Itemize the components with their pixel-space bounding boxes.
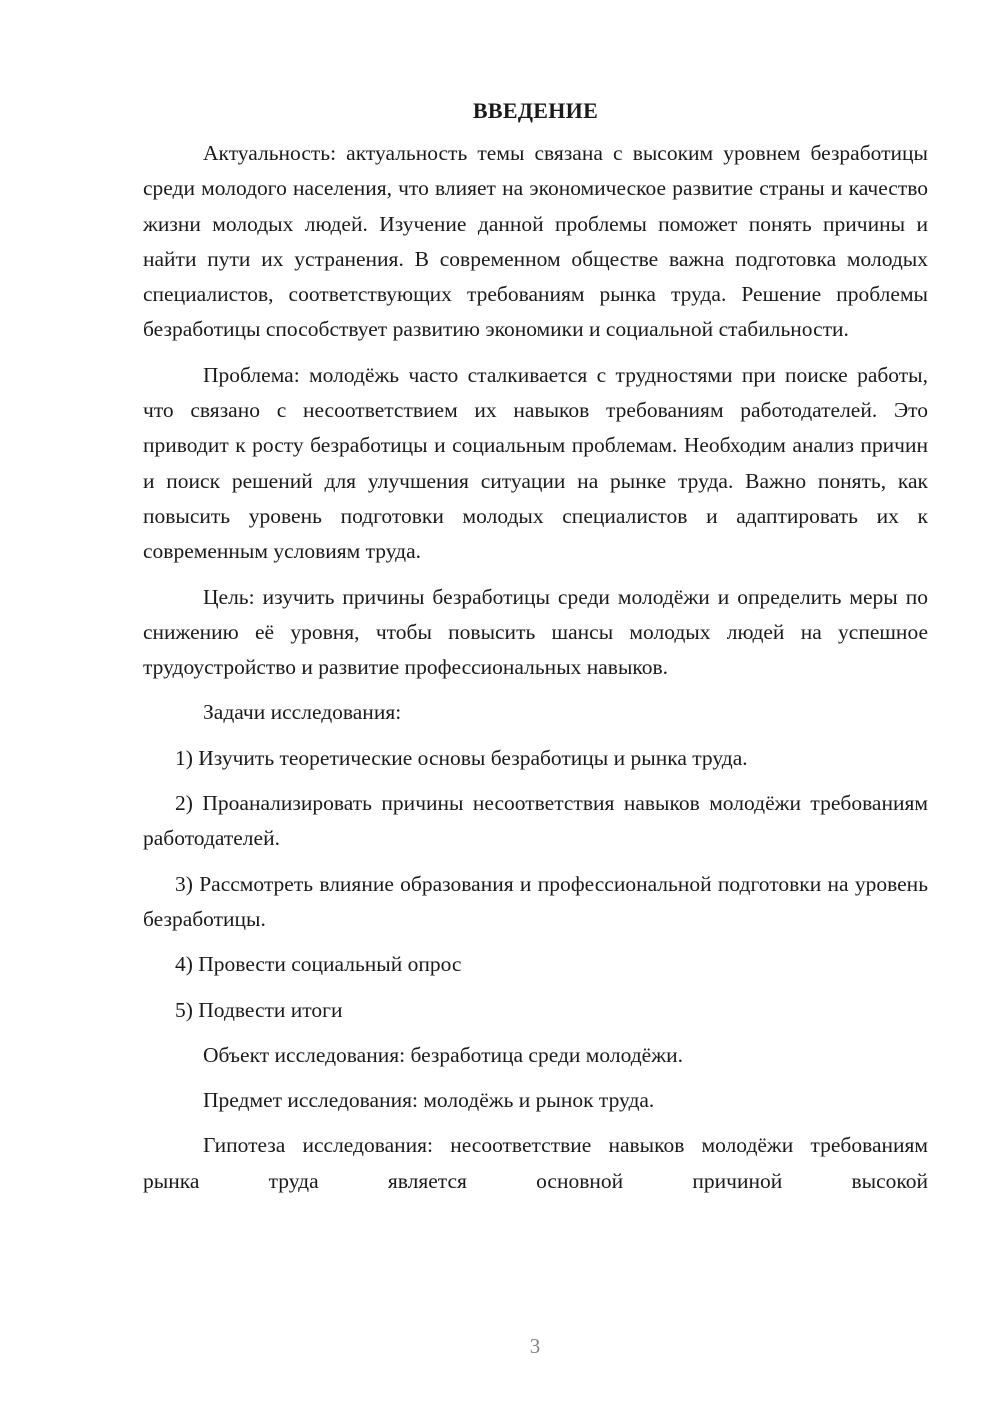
paragraph-problem: Проблема: молодёжь часто сталкивается с трудностями при поиске работы, что связано с несоответствием их навыков требованиям работодателей. Это приводит к росту безработицы и социальным проблемам. Необходим анализ причин и поиск решений для улучшения ситуации на рынке труда. Важно понять, как повысить уровень подготовки молодых специалистов и адаптировать их к современным условиям труда. <box>143 362 928 564</box>
paragraph-object: Объект исследования: безработица среди молодёжи. <box>203 1042 683 1067</box>
task-item-2: 2) Проанализировать причины несоответствия навыков молодёжи требованиям работодателей. <box>143 791 928 851</box>
document-page <box>143 96 928 1209</box>
task-item-3: 3) Рассмотреть влияние образования и профессиональной подготовки на уровень безработицы. <box>143 871 928 931</box>
paragraph-goal: Цель: изучить причины безработицы среди молодёжи и определить меры по снижению её уровня, чтобы повысить шансы молодых людей на успешное трудоустройство и развитие профессиональных навыков. <box>143 584 928 680</box>
task-item-1: 1) Изучить теоретические основы безработицы и рынка труда. <box>175 745 748 770</box>
page-number: 3 <box>529 1334 541 1358</box>
task-item-4: 4) Провести социальный опрос <box>175 952 462 977</box>
paragraph-tasks-heading: Задачи исследования: <box>203 700 402 725</box>
page-title: ВВЕДЕНИЕ <box>472 98 599 123</box>
paragraph-subject: Предмет исследования: молодёжь и рынок труда. <box>203 1088 655 1113</box>
paragraph-hypothesis: Гипотеза исследования: несоответствие навыков молодёжи требованиям рынка труда является основной причиной высокой <box>143 1133 928 1193</box>
task-item-5: 5) Подвести итоги <box>175 997 343 1022</box>
paragraph-relevance: Актуальность: актуальность темы связана с высоким уровнем безработицы среди молодого населения, что влияет на экономическое развитие страны и качество жизни молодых людей. Изучение данной проблемы поможет понять причины и найти пути их устранения. В современном обществе важна подготовка молодых специалистов, соответствующих требованиям рынка труда. Решение проблемы безработицы способствует развитию экономики и социальной стабильности. <box>143 141 928 342</box>
